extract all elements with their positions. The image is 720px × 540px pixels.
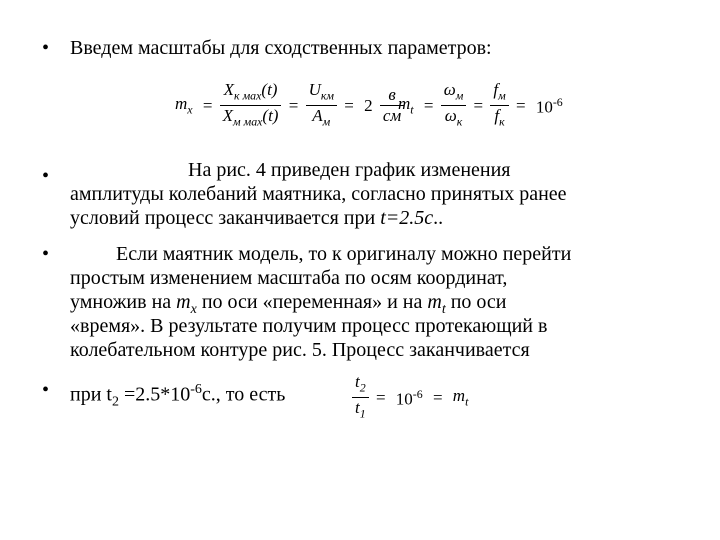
bullet-4-text bbox=[70, 378, 285, 415]
formula-mx-lhs: m bbox=[175, 94, 188, 114]
formula-mx-two: 2 bbox=[364, 95, 373, 115]
formula-mt-result-exp: -6 bbox=[552, 94, 563, 109]
bullet-3-line-1: Если маятник модель, то к оригиналу можно перейти bbox=[116, 243, 572, 265]
bullet-2-end: .. bbox=[433, 207, 444, 229]
mt-frac2-den-sub: к bbox=[499, 114, 505, 129]
frac1-num-arg: (t) bbox=[261, 80, 278, 99]
bullet-4-b: =2.5*10 bbox=[118, 383, 191, 406]
bullet-marker: • bbox=[42, 379, 50, 401]
frac2-den: A bbox=[312, 106, 323, 126]
bullet-3-line-3-b: по оси «переменная» и на bbox=[196, 291, 428, 313]
frac2-num-sub: км bbox=[320, 88, 334, 103]
bullet-3-mx: m bbox=[176, 291, 191, 313]
formula-ratio bbox=[352, 372, 471, 424]
frac1-num-sub: к мах bbox=[234, 88, 262, 103]
bullet-3-mt: m bbox=[427, 291, 442, 313]
frac1-den: X bbox=[222, 106, 234, 126]
ratio-rhs-sub: t bbox=[465, 394, 469, 409]
formula-mt-eq: = bbox=[423, 95, 434, 115]
mt-frac2-num: f bbox=[493, 80, 499, 99]
ratio-rhs: m bbox=[452, 386, 466, 406]
formula-mx-frac2 bbox=[306, 80, 337, 132]
formula-mt-frac2 bbox=[490, 80, 508, 132]
ratio-num: t bbox=[355, 372, 360, 391]
formula-mx-lhs-sub: x bbox=[187, 102, 193, 117]
formula-mt-result: 10 bbox=[535, 97, 553, 117]
bullet-3-mt-sub: t bbox=[441, 302, 446, 317]
frac1-num: X bbox=[223, 80, 235, 99]
formula-mx bbox=[172, 80, 404, 132]
bullet-2-line-2: амплитуды колебаний маятника, согласно принятых ранее bbox=[70, 183, 567, 205]
ratio-den-sub: 1 bbox=[359, 406, 366, 421]
bullet-marker: • bbox=[42, 37, 50, 59]
frac2-num: U bbox=[308, 80, 321, 99]
bullet-4-a: при t bbox=[70, 383, 112, 406]
bullet-3-line-3-c: по оси bbox=[445, 291, 507, 313]
bullet-3-line-5: колебательном контуре рис. 5. Процесс заканчивается bbox=[70, 339, 530, 361]
bullet-marker: • bbox=[42, 243, 50, 265]
formula-mt-frac1 bbox=[441, 80, 467, 132]
mt-frac1-den: ω bbox=[444, 106, 457, 126]
formula-ratio-eq: = bbox=[375, 387, 386, 407]
bullet-1-text: Введем масштабы для сходственных параметров: bbox=[70, 37, 492, 59]
ratio-num-sub: 2 bbox=[359, 380, 366, 395]
bullet-4-sup: -6 bbox=[190, 382, 202, 397]
formula-mx-eq-b: = bbox=[288, 95, 299, 115]
formula-mt-eq3: = bbox=[515, 95, 526, 115]
formula-mx-eq: = bbox=[202, 95, 213, 115]
bullet-2-time: t=2.5c bbox=[380, 207, 434, 229]
bullet-3-line-3-a: умножив на bbox=[70, 291, 177, 313]
mt-frac1-den-sub: к bbox=[456, 114, 463, 129]
bullet-2-line-3-text: условий процесс заканчивается при bbox=[70, 207, 381, 229]
frac3-num: в bbox=[380, 85, 404, 106]
formula-mt-lhs: m bbox=[398, 94, 411, 114]
frac3-den: см bbox=[382, 106, 402, 126]
formula-mt-eq2: = bbox=[473, 95, 484, 115]
bullet-2-line-3 bbox=[70, 206, 443, 230]
ratio-mid-exp: -6 bbox=[412, 386, 423, 401]
mt-frac1-num-sub: м bbox=[455, 88, 464, 103]
ratio-mid: 10 bbox=[395, 389, 413, 409]
bullet-2-line-1: На рис. 4 приведен график изменения bbox=[188, 159, 511, 181]
frac1-den-arg: (t) bbox=[262, 106, 279, 126]
ratio-den: t bbox=[355, 398, 360, 418]
bullet-4-sub: 2 bbox=[111, 394, 119, 410]
bullet-3-mx-sub: x bbox=[190, 302, 197, 317]
formula-mt-lhs-sub: t bbox=[410, 102, 414, 117]
bullet-3-line-2: простым изменением масштаба по осям координат, bbox=[70, 267, 508, 289]
frac1-den-sub: м мах bbox=[233, 114, 263, 129]
bullet-3-line-4: «время». В результате получим процесс протекающий в bbox=[70, 315, 548, 337]
formula-mx-frac1 bbox=[220, 80, 282, 132]
formula-ratio-eq2: = bbox=[432, 387, 443, 407]
mt-frac2-num-sub: м bbox=[498, 88, 506, 103]
bullet-4-c: c., то есть bbox=[201, 383, 286, 406]
formula-mt bbox=[395, 80, 566, 132]
mt-frac2-den: f bbox=[494, 106, 500, 126]
formula-ratio-frac bbox=[352, 372, 369, 424]
bullet-marker: • bbox=[42, 165, 50, 187]
frac2-den-sub: м bbox=[322, 114, 331, 129]
mt-frac1-num: ω bbox=[443, 80, 456, 99]
formula-mx-eq2: = bbox=[344, 95, 354, 115]
